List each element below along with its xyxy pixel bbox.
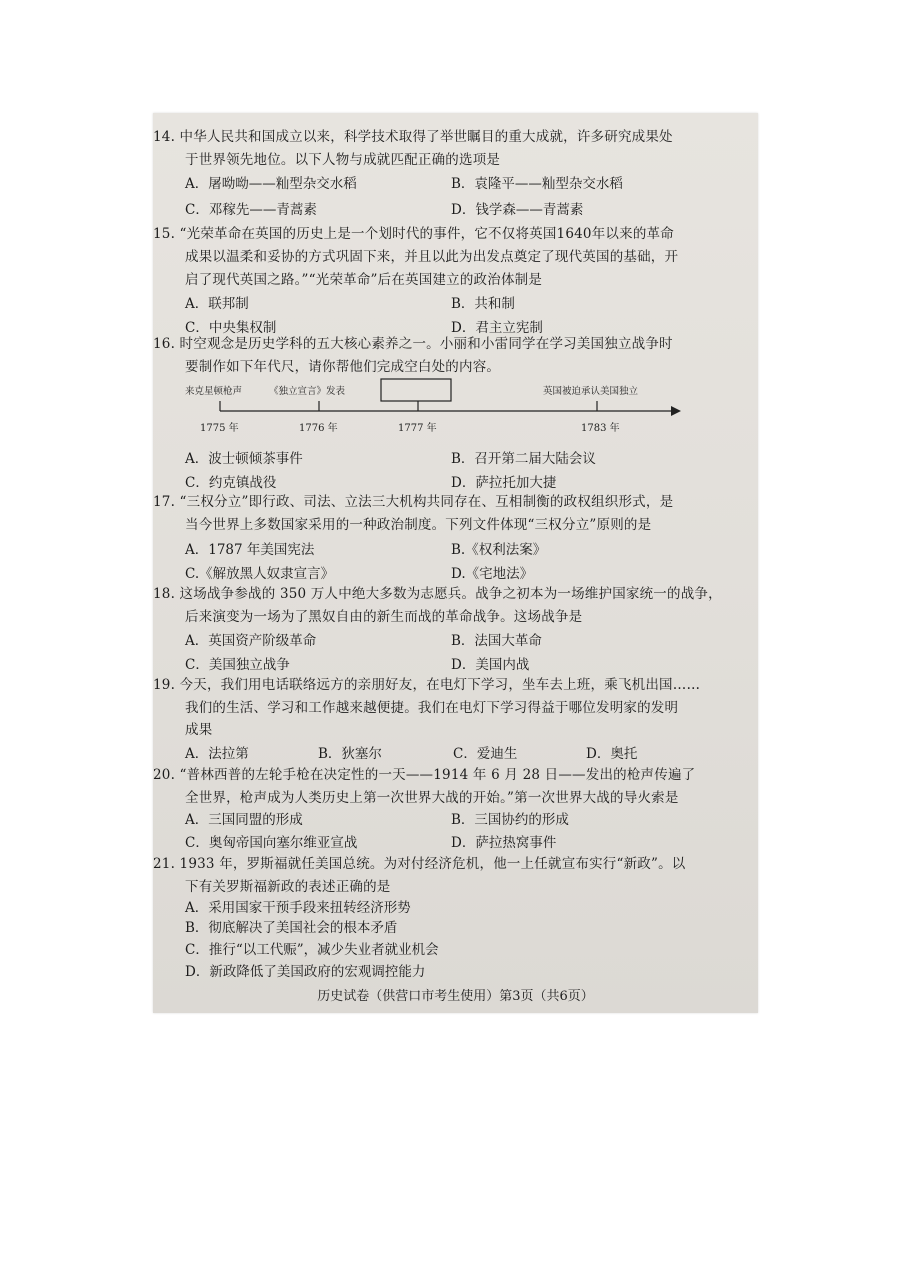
q19-stem-line-1: 19. 今天，我们用电话联络远方的亲朋好友，在电灯下学习，坐车去上班，乘飞机出国…… — [153, 677, 701, 693]
q18-option-b: B．法国大革命 — [451, 633, 542, 649]
q20-stem-line-1: 20. “普林西普的左轮手枪在决定性的一天——1914 年 6 月 28 日——发出的枪声传遍了 — [153, 767, 696, 783]
q20-option-c: C．奥匈帝国向塞尔维亚宣战 — [185, 835, 358, 851]
q14-option-b: B．袁隆平——籼型杂交水稻 — [451, 176, 623, 192]
q19-option-b: B．狄塞尔 — [318, 746, 382, 762]
q16-option-a: A．波士顿倾茶事件 — [185, 451, 303, 467]
q19-option-a: A．法拉第 — [185, 746, 249, 762]
q18-option-d: D．美国内战 — [451, 657, 530, 673]
q17-option-c: C.《解放黑人奴隶宣言》 — [185, 566, 335, 582]
q21-option-c: C．推行“以工代赈”，减少失业者就业机会 — [185, 942, 439, 958]
q17-option-b: B.《权利法案》 — [451, 542, 547, 558]
q15-stem-line-3: 启了现代英国之路。”“光荣革命”后在英国建立的政治体制是 — [185, 272, 543, 288]
q14-option-a: A．屠呦呦——籼型杂交水稻 — [185, 176, 357, 192]
q19-stem-line-3: 成果 — [185, 722, 213, 738]
q15-option-b: B．共和制 — [451, 296, 515, 312]
page-footer: 历史试卷（供营口市考生使用）第3页（共6页） — [317, 989, 594, 1004]
q14-option-c: C．邓稼先——青蒿素 — [185, 202, 317, 218]
q18-option-a: A．英国资产阶级革命 — [185, 633, 317, 649]
q14-option-d: D．钱学森——青蒿素 — [451, 202, 584, 218]
q15-stem-line-2: 成果以温柔和妥协的方式巩固下来，并且以此为出发点奠定了现代英国的基础，开 — [185, 249, 679, 265]
timeline-event-1: 来克星顿枪声 — [185, 386, 243, 397]
q20-option-d: D．萨拉热窝事件 — [451, 835, 557, 851]
q15-option-c: C．中央集权制 — [185, 320, 277, 336]
q15-stem-line-1: 15. “光荣革命在英国的历史上是一个划时代的事件，它不仅将英国1640年以来的革命 — [153, 226, 674, 242]
q18-option-c: C．美国独立战争 — [185, 657, 290, 673]
q20-stem-line-2: 全世界，枪声成为人类历史上第一次世界大战的开始。”第一次世界大战的导火索是 — [185, 790, 679, 806]
q21-stem-line-2: 下有关罗斯福新政的表述正确的是 — [185, 879, 391, 895]
q19-option-c: C．爱迪生 — [453, 746, 518, 762]
q18-stem-line-1: 18. 这场战争参战的 350 万人中绝大多数为志愿兵。战争之初本为一场维护国家统一的战争， — [153, 586, 722, 602]
q21-option-a: A．采用国家干预手段来扭转经济形势 — [185, 900, 411, 916]
timeline-event-2: 《独立宣言》发表 — [269, 386, 346, 397]
q16-option-b: B．召开第二届大陆会议 — [451, 451, 596, 467]
timeline-year-1776: 1776 年 — [299, 423, 338, 434]
timeline-year-1783: 1783 年 — [581, 423, 620, 434]
q17-option-a: A．1787 年美国宪法 — [185, 542, 315, 558]
chronology-timeline — [183, 375, 683, 435]
q15-option-a: A．联邦制 — [185, 296, 249, 312]
q16-option-d: D．萨拉托加大捷 — [451, 475, 557, 491]
q16-option-c: C．约克镇战役 — [185, 475, 277, 491]
q19-stem-line-2: 我们的生活、学习和工作越来越便捷。我们在电灯下学习得益于哪位发明家的发明 — [185, 700, 679, 716]
q16-stem-line-1: 16. 时空观念是历史学科的五大核心素养之一。小丽和小雷同学在学习美国独立战争时 — [153, 336, 673, 352]
q21-option-b: B．彻底解决了美国社会的根本矛盾 — [185, 920, 398, 936]
timeline-year-1777: 1777 年 — [398, 423, 437, 434]
q18-stem-line-2: 后来演变为一场为了黑奴自由的新生而战的革命战争。这场战争是 — [185, 609, 583, 625]
q14-stem-line-1: 14. 中华人民共和国成立以来，科学技术取得了举世瞩目的重大成就，许多研究成果处 — [153, 129, 673, 145]
q21-stem-line-1: 21. 1933 年，罗斯福就任美国总统。为对付经济危机，他一上任就宣布实行“新政”。以 — [153, 856, 686, 872]
q17-stem-line-2: 当今世界上多数国家采用的一种政治制度。下列文件体现“三权分立”原则的是 — [185, 517, 652, 533]
q20-option-a: A．三国同盟的形成 — [185, 812, 303, 828]
q14-stem-line-2: 于世界领先地位。以下人物与成就匹配正确的选项是 — [185, 152, 501, 168]
q20-option-b: B．三国协约的形成 — [451, 812, 569, 828]
q15-option-d: D．君主立宪制 — [451, 320, 543, 336]
q19-option-d: D．奥托 — [586, 746, 638, 762]
blank-box — [381, 379, 451, 401]
timeline-year-1775: 1775 年 — [200, 423, 239, 434]
q17-stem-line-1: 17. “三权分立”即行政、司法、立法三大机构共同存在、互相制衡的政权组织形式，是 — [153, 494, 674, 510]
q17-option-d: D.《宅地法》 — [451, 566, 534, 582]
timeline-event-4: 英国被迫承认美国独立 — [543, 386, 639, 397]
q21-option-d: D．新政降低了美国政府的宏观调控能力 — [185, 964, 426, 980]
exam-page — [153, 113, 758, 1013]
q16-stem-line-2: 要制作如下年代尺，请你帮他们完成空白处的内容。 — [185, 359, 501, 375]
